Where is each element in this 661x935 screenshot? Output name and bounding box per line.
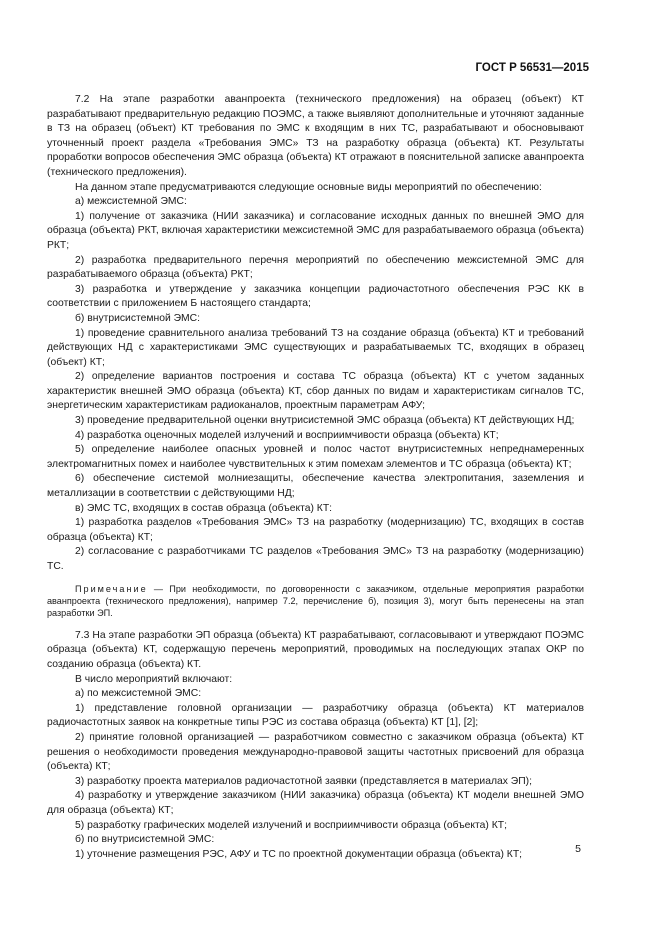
list-item: 1) разработка разделов «Требования ЭМС» ТЗ на разработку (модернизацию) ТС, входящих в состав образца (объекта) КТ; <box>47 517 584 543</box>
list-item: 3) разработка и утверждение у заказчика концепции радиочастотного обеспечения РЭС КК в соответствии с приложением Б настоящего стандарта; <box>47 283 584 310</box>
list-item: 5) определение наиболее опасных уровней и полос частот внутрисистемных непреднамеренных электромагнитных помех и наиболее чувствительных к этим помехам элементов и ТС образца (объекта) КТ; <box>47 444 584 470</box>
list-heading: б) внутрисистемной ЭМС: <box>75 312 201 324</box>
list-item: 6) обеспечение системой молниезащиты, обеспечение качества электропитания, заземления и металлизации в соответствии с действующими НД; <box>47 473 584 500</box>
list-item: 3) проведение предварительной оценки внутрисистемной ЭМС образца (объекта) КТ действующих НД; <box>75 415 575 427</box>
list-heading: в) ЭМС ТС, входящих в состав образца (объекта) КТ: <box>75 502 333 514</box>
list-item: 3) разработку проекта материалов радиочастотной заявки (представляется в материалах ЭП); <box>75 775 532 787</box>
list-item: 4) разработка оценочных моделей излучений и восприимчивости образца (объекта) КТ; <box>75 429 499 441</box>
list-item: 4) разработку и утверждение заказчиком (НИИ заказчика) образца (объекта) КТ модели внешней ЭМО для образца (объекта) КТ; <box>47 790 584 816</box>
note <box>47 583 584 620</box>
paragraph: На данном этапе предусматриваются следующие основные виды мероприятий по обеспечению: <box>75 181 542 193</box>
list-heading: а) межсистемной ЭМС: <box>75 196 187 208</box>
list-item: 2) разработка предварительного перечня мероприятий по обеспечению межсистемной ЭМС для разрабатываемого образца (объекта) РКТ; <box>47 254 584 281</box>
page-number: 5 <box>575 843 581 855</box>
list-heading: б) по внутрисистемной ЭМС: <box>75 834 215 846</box>
list-item: 1) представление головной организации — разработчику образца (объекта) КТ материалов радиочастотных заявок на конкретные типы РЭС из состава образца (объекта) КТ [1], [2]; <box>47 702 584 729</box>
list-item: 2) согласование с разработчиками ТС разделов «Требования ЭМС» ТЗ на разработку (модернизацию) ТС. <box>47 546 584 572</box>
paragraph: В число мероприятий включают: <box>75 673 233 685</box>
document-body <box>47 93 584 862</box>
note-dash: — <box>147 583 170 594</box>
note-label: Примечание <box>75 583 148 594</box>
list-item: 1) проведение сравнительного анализа требований ТЗ на создание образца (объекта) КТ и требований действующих НД с характеристиками ЭМС существующих и разрабатываемых ТС, входящих в образец (объект) КТ; <box>47 327 584 368</box>
list-item: 1) уточнение размещения РЭС, АФУ и ТС по проектной документации образца (объекта) КТ; <box>75 848 523 860</box>
paragraph: 7.2 На этапе разработки аванпроекта (технического предложения) на образец (объект) КТ разрабатывают предварительную редакцию ПОЭМС, а также выявляют дополнительные и уточняют заданные в ТЗ на образец (объект) КТ требования по ЭМС к входящим в них ТС, разрабатывают и обосновывают уточненный проект раздела «Требования ЭМС» ТЗ на разработку образца (объекта) КТ. Результаты проработки вопросов обеспечения ЭМС образца (объекта) КТ отражают в пояснительной записке аванпроекта (технического предложения). <box>47 94 584 178</box>
paragraph: 7.3 На этапе разработки ЭП образца (объекта) КТ разрабатывают, согласовывают и утверждают ПОЭМС образца (объекта) КТ, содержащую перечень мероприятий, проводимых на последующих этапах ОКР по созданию образца (объекта) КТ. <box>47 629 584 670</box>
list-item: 2) определение вариантов построения и состава ТС образца (объекта) КТ с учетом заданных характеристик внешней ЭМО образца (объекта) КТ, сбор данных по видам и характеристикам сигналов ТС, энергетическим характеристикам радиоканалов, проектным параметрам АФУ; <box>47 371 584 412</box>
list-item: 1) получение от заказчика (НИИ заказчика) и согласование исходных данных по внешней ЭМО для образца (объекта) РКТ, включая характеристики межсистемной ЭМС для разрабатываемого образца (объекта) РКТ; <box>47 210 584 251</box>
list-item: 5) разработку графических моделей излучений и восприимчивости образца (объекта) КТ; <box>75 819 507 831</box>
list-item: 2) принятие головной организацией — разработчиком совместно с заказчиком образца (объекта) КТ решения о необходимости проведения международно-правовой защиты частотных присвоений для образца (объекта) КТ; <box>47 731 584 773</box>
list-heading: а) по межсистемной ЭМС: <box>75 688 202 700</box>
document-standard-header: ГОСТ Р 56531—2015 <box>475 62 589 74</box>
note-text: При необходимости, по договоренности с заказчиком, отдельные мероприятия разработки аванпроекта (технического предложения), например 7.2, перечисление б), позиция 3), могут быть перенесены на этап разработки ЭП. <box>47 583 584 619</box>
